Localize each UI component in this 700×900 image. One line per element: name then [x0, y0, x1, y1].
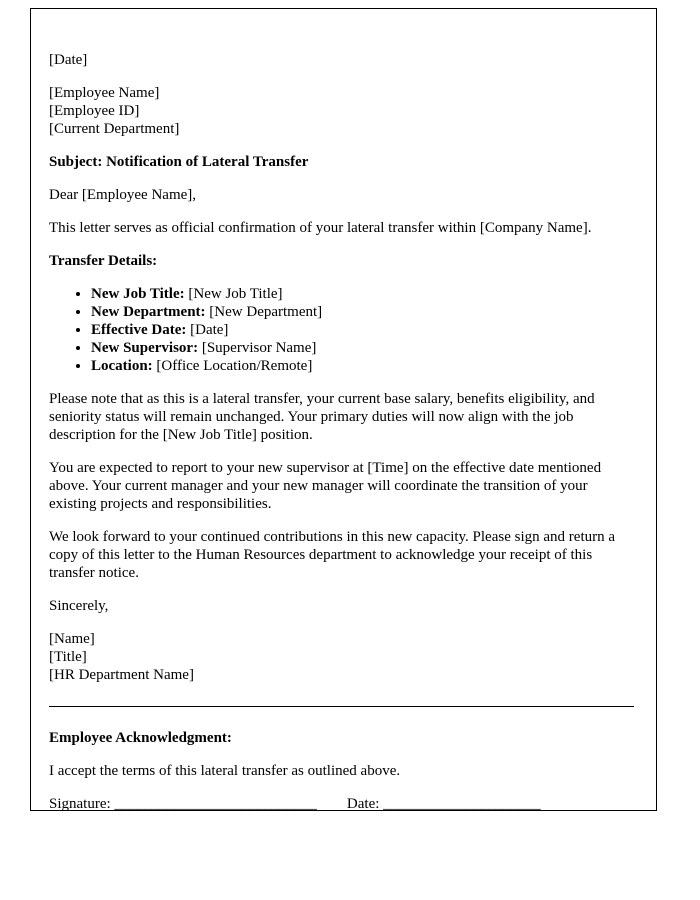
subject-line: Subject: Notification of Lateral Transfer — [49, 154, 309, 170]
sender-department: [HR Department Name] — [49, 667, 194, 683]
detail-item-department — [91, 303, 634, 321]
signature-blank: Signature: ___________________________ — [49, 796, 317, 811]
sender-name: [Name] — [49, 631, 95, 647]
detail-item-supervisor — [91, 339, 634, 357]
intro-paragraph: This letter serves as official confirmation of your lateral transfer within [Company Name]. — [49, 220, 592, 236]
recipient-department: [Current Department] — [49, 121, 180, 137]
detail-label: New Department: — [91, 304, 206, 320]
date-blank: Date: _____________________ — [346, 796, 541, 811]
detail-label: New Job Title: — [91, 286, 185, 302]
acknowledgment-text: I accept the terms of this lateral transfer as outlined above. — [49, 763, 401, 779]
sender-title: [Title] — [49, 649, 87, 665]
sign-off: Sincerely, — [49, 598, 109, 614]
salutation: Dear [Employee Name], — [49, 187, 197, 203]
closing-paragraph: We look forward to your continued contributions in this new capacity. Please sign and return a copy of this letter to the Human Resources department to acknowledge your receipt of this transfer notice. — [49, 529, 616, 581]
sender-block — [49, 630, 634, 684]
detail-value: [Office Location/Remote] — [156, 358, 313, 374]
detail-value: [New Job Title] — [188, 286, 283, 302]
date-line: [Date] — [49, 52, 88, 68]
transfer-details-list — [49, 285, 634, 375]
detail-item-effective-date — [91, 321, 634, 339]
detail-item-location — [91, 357, 634, 375]
acknowledgment-heading: Employee Acknowledgment: — [49, 730, 232, 746]
section-divider — [49, 706, 634, 707]
detail-value: [Supervisor Name] — [201, 340, 317, 356]
detail-label: Effective Date: — [91, 322, 187, 338]
detail-value: [New Department] — [209, 304, 323, 320]
report-paragraph: You are expected to report to your new supervisor at [Time] on the effective date mentioned above. Your current manager and your new manager will coordinate the transition of your existing projects and responsibilities. — [49, 460, 602, 512]
letter-page — [30, 8, 657, 811]
transfer-details-heading: Transfer Details: — [49, 253, 158, 269]
detail-value: [Date] — [190, 322, 229, 338]
detail-label: Location: — [91, 358, 153, 374]
detail-label: New Supervisor: — [91, 340, 199, 356]
recipient-id: [Employee ID] — [49, 103, 140, 119]
acknowledgment-signature-row — [49, 795, 634, 811]
recipient-name: [Employee Name] — [49, 85, 160, 101]
detail-item-job-title — [91, 285, 634, 303]
salary-paragraph: Please note that as this is a lateral transfer, your current base salary, benefits eligibility, and seniority status will remain unchanged. Your primary duties will now align with the job description for the [New Job Title] position. — [49, 391, 595, 443]
recipient-block — [49, 84, 634, 138]
